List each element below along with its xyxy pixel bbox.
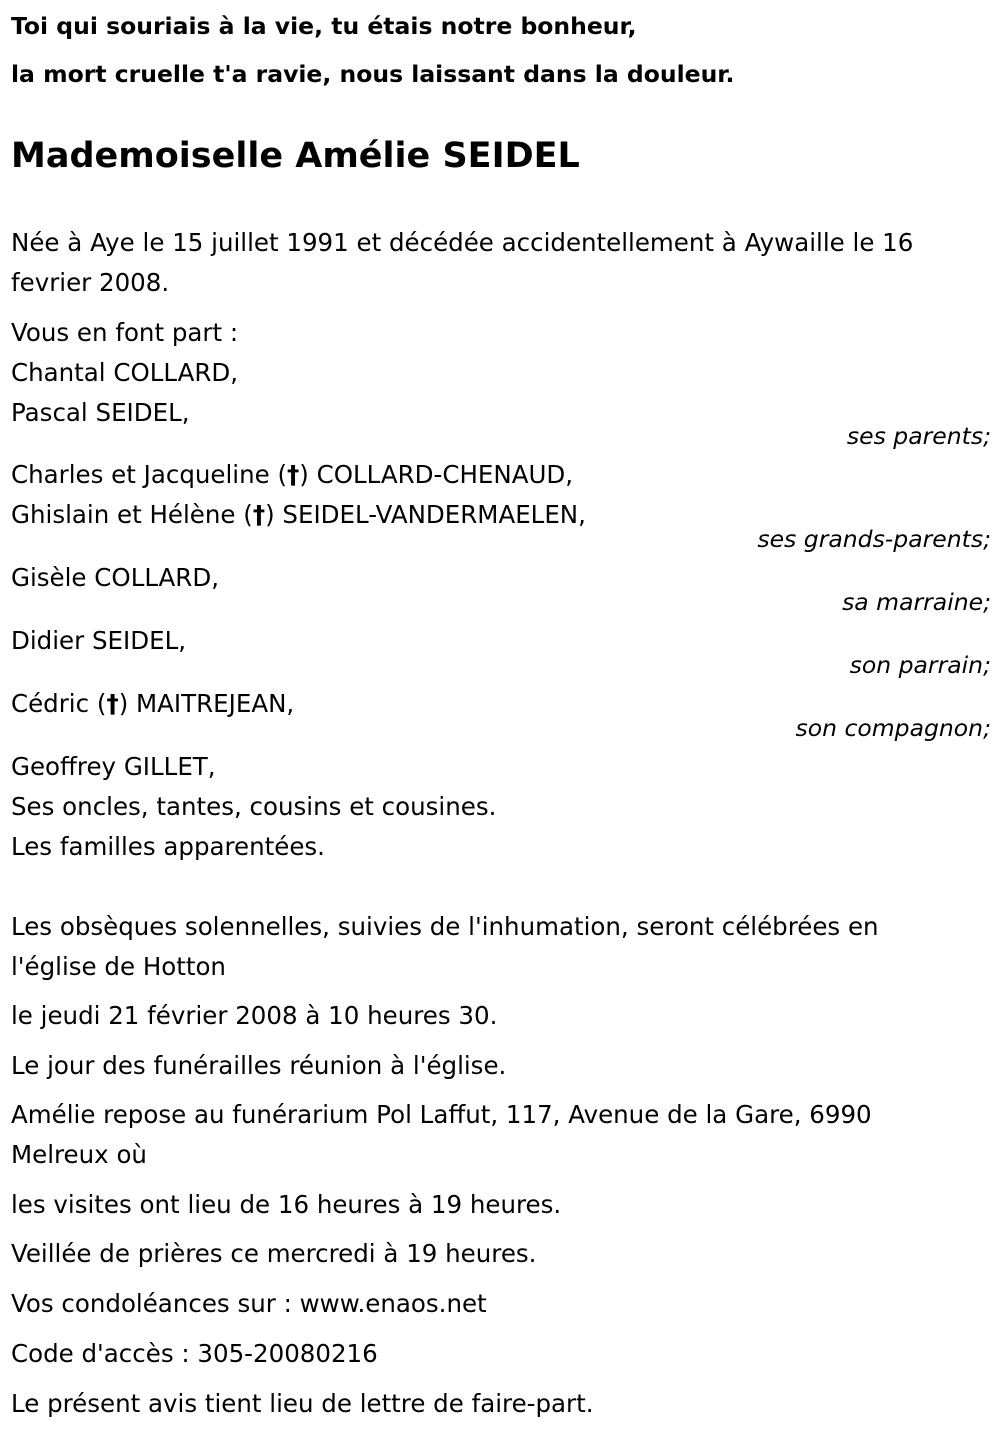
role-godmother: sa marraine; bbox=[842, 588, 991, 616]
grandparents-seidel-after: ) SEIDEL-VANDERMAELEN, bbox=[265, 500, 586, 529]
grandparents-collard bbox=[11, 455, 573, 495]
deceased-name-title: Mademoiselle Amélie SEIDEL bbox=[11, 136, 580, 176]
godmother: Gisèle COLLARD, bbox=[11, 563, 219, 592]
role-parents: ses parents; bbox=[846, 422, 991, 450]
access-code: Code d'accès : 305-20080216 bbox=[11, 1339, 378, 1368]
grandparents-collard-before: Charles et Jacqueline ( bbox=[11, 460, 288, 489]
grandparents-collard-after: ) COLLARD-CHENAUD, bbox=[299, 460, 574, 489]
cross-icon: † bbox=[252, 500, 266, 529]
ceremony-reunion: Le jour des funérailles réunion à l'église. bbox=[11, 1051, 507, 1080]
visiting-hours: les visites ont lieu de 16 heures à 19 heures. bbox=[11, 1190, 562, 1219]
other-family-3: Les familles apparentées. bbox=[11, 832, 325, 861]
epitaph-line-1: Toi qui souriais à la vie, tu étais notre bonheur, bbox=[11, 12, 637, 40]
birth-death-line-1: Née à Aye le 15 juillet 1991 et décédée accidentellement à Aywaille le 16 bbox=[11, 228, 914, 257]
epitaph-line-2: la mort cruelle t'a ravie, nous laissant dans la douleur. bbox=[11, 60, 735, 88]
companion bbox=[11, 684, 294, 724]
funeral-home-line-1: Amélie repose au funérarium Pol Laffut, 117, Avenue de la Gare, 6990 bbox=[11, 1100, 872, 1129]
parent-mother: Chantal COLLARD, bbox=[11, 358, 239, 387]
role-godfather: son parrain; bbox=[849, 651, 991, 679]
birth-death-line-2: fevrier 2008. bbox=[11, 268, 170, 297]
role-companion: son compagnon; bbox=[795, 714, 991, 742]
godfather: Didier SEIDEL, bbox=[11, 626, 187, 655]
companion-before: Cédric ( bbox=[11, 689, 107, 718]
role-grandparents: ses grands-parents; bbox=[757, 525, 991, 553]
parent-father: Pascal SEIDEL, bbox=[11, 398, 190, 427]
grandparents-seidel bbox=[11, 495, 586, 535]
grandparents-seidel-before: Ghislain et Hélène ( bbox=[11, 500, 253, 529]
other-family-1: Geoffrey GILLET, bbox=[11, 752, 216, 781]
cross-icon: † bbox=[287, 460, 300, 489]
ceremony-line-1: Les obsèques solennelles, suivies de l'inhumation, seront célébrées en bbox=[11, 912, 879, 941]
closing-statement: Le présent avis tient lieu de lettre de faire-part. bbox=[11, 1389, 594, 1418]
prayer-vigil: Veillée de prières ce mercredi à 19 heures. bbox=[11, 1239, 537, 1268]
condolences-website: Vos condoléances sur : www.enaos.net bbox=[11, 1289, 487, 1318]
funeral-home-line-2: Melreux où bbox=[11, 1140, 147, 1169]
cross-icon: † bbox=[106, 689, 119, 718]
companion-after: ) MAITREJEAN, bbox=[118, 689, 295, 718]
announcers-intro: Vous en font part : bbox=[11, 318, 239, 347]
other-family-2: Ses oncles, tantes, cousins et cousines. bbox=[11, 792, 497, 821]
ceremony-date: le jeudi 21 février 2008 à 10 heures 30. bbox=[11, 1001, 498, 1030]
ceremony-line-2: l'église de Hotton bbox=[11, 952, 226, 981]
